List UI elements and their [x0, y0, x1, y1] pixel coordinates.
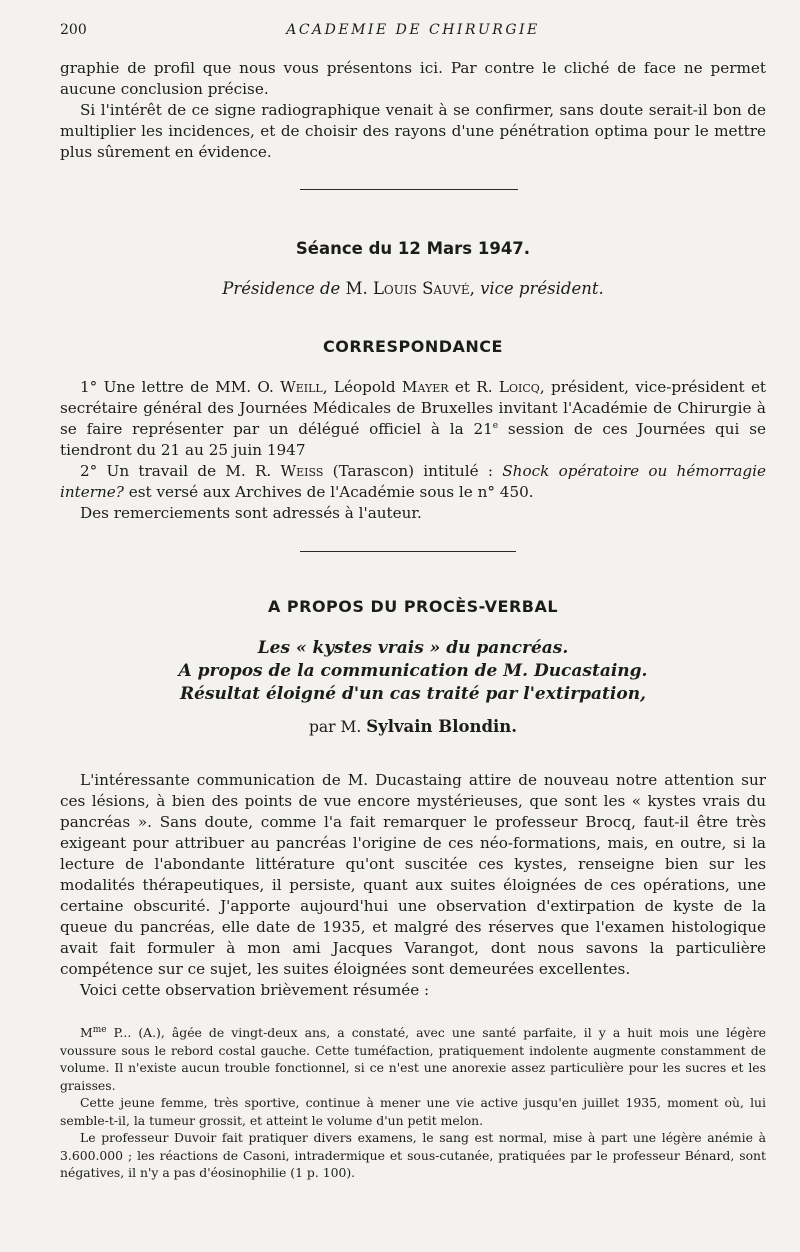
name-weill: Weill — [280, 378, 323, 396]
article-paragraph-2: Voici cette observation brièvement résumée : — [80, 981, 430, 999]
presidence-prefix: Présidence de — [222, 279, 341, 298]
observation-paragraph-1 — [60, 1024, 766, 1094]
author-prefix: par M. — [308, 718, 362, 736]
section-divider-2 — [300, 551, 516, 552]
intro-paragraph-2: Si l'intérêt de ce signe radiographique venait à se confirmer, sans doute serait-il bon de multiplier les incidences, et de choisir des rayons d'une pénétration optima pour le mettre plus sûrement en évidence. — [60, 101, 766, 161]
observation-paragraph-3: Le professeur Duvoir fait pratiquer divers examens, le sang est normal, mise à part une légère anémie à 3.600.000 ; les réactions de Casoni, intradermique et sous-cutanée, pratiquées par le professeur Bénard, sont négatives, il n'y a pas d'éosinophilie (1 p. 100). — [60, 1130, 766, 1180]
section-divider-1 — [300, 189, 518, 190]
work-title: Shock opératoire ou hémorragie interne? — [60, 462, 766, 501]
name-mayer: Mayer — [401, 378, 449, 396]
obs-text-1: P... (A.), âgée de vingt-deux ans, a constaté, avec une santé parfaite, il y a huit mois une légère voussure sous le rebord costal gauche. Cette tuméfaction, pratiquement indolente augmente constamment de volume. Il n'existe aucun trouble fonctionnel, si ce n'est une anorexie assez particulière pour les sucres et les graisses. — [60, 1025, 766, 1093]
seance-title: Séance du 12 Mars 1947. — [295, 239, 531, 258]
item1-superscript: e — [492, 420, 499, 431]
author-name: Sylvain Blondin. — [366, 717, 518, 736]
correspondance-text — [60, 377, 766, 524]
intro-text — [60, 58, 766, 163]
correspondance-item-1 — [60, 377, 766, 461]
correspondance-item-2 — [60, 461, 766, 503]
article-author — [60, 717, 766, 736]
article-paragraph-1: L'intéressante communication de M. Ducastaing attire de nouveau notre attention sur ces lésions, à bien des points de vue encore mystérieuses, que sont les « kystes vrais du pancréas ». Sans doute, comme l'a fait remarquer le professeur Brocq, faut-il être très exigeant pour attribuer au pancréas l'origine de ces néo-formations, mais, en outre, si la lecture de l'abondante littérature qu'ont suscitée ces kystes, renseigne bien sur les modalités thérapeutiques, il persiste, quant aux suites éloignées de ces opérations, une certaine obscurité. J'apporte aujourd'hui une observation d'extirpation de kyste de la queue du pancréas, elle date de 1935, et malgré des réserves que l'examen histologique avait fait formuler à mon ami Jacques Varangot, dont nous savons la particulière compétence sur ce sujet, les suites éloignées sont demeurées excellentes. — [60, 771, 766, 978]
obs-superscript: me — [92, 1024, 107, 1035]
observation-text — [60, 1024, 766, 1182]
item1-text-b: , Léopold — [322, 378, 396, 396]
presidence-m: M. — [345, 279, 368, 298]
presidence-name: Louis Sauvé, — [372, 279, 475, 298]
article-title-line-2: A propos de la communication de M. Ducastaing. — [178, 661, 648, 681]
proces-verbal-heading: A PROPOS DU PROCÈS-VERBAL — [267, 597, 559, 616]
presidence-line — [60, 279, 766, 298]
item2-text-c: est versé aux Archives de l'Académie sous le n° 450. — [128, 483, 534, 501]
page-number: 200 — [60, 22, 87, 38]
article-title-line-1: Les « kystes vrais » du pancréas. — [257, 638, 569, 658]
correspondance-heading: CORRESPONDANCE — [323, 337, 503, 356]
item1-text-a: 1° Une lettre de MM. O. — [80, 378, 274, 396]
name-loicq: Loicq — [498, 378, 540, 396]
item1-text-e: session de ces Journées qui se tiendront du 21 au 25 juin 1947 — [60, 420, 766, 459]
item1-text-c: et R. — [454, 378, 493, 396]
item2-text-b: (Tarascon) intitulé : — [332, 462, 494, 480]
observation-paragraph-2: Cette jeune femme, très sportive, continue à mener une vie active jusqu'en juillet 1935, moment où, lui semble-t-il, la tumeur grossit, et atteint le volume d'un petit melon. — [60, 1095, 766, 1128]
intro-paragraph-1: graphie de profil que nous vous présentons ici. Par contre le cliché de face ne permet aucune conclusion précise. — [60, 59, 766, 98]
page-header — [60, 22, 766, 44]
article-body — [60, 770, 766, 1001]
item2-text-a: 2° Un travail de M. R. — [80, 462, 272, 480]
item1-text-d: , président, vice-président et secrétaire général des Journées Médicales de Bruxelles invitant l'Académie de Chirurgie à se faire représenter par un délégué officiel à la 21 — [60, 378, 767, 438]
obs-title-m: M — [80, 1025, 93, 1040]
article-title-line-3: Résultat éloigné d'un cas traité par l'extirpation, — [180, 684, 646, 704]
correspondance-thanks: Des remerciements sont adressés à l'auteur. — [80, 504, 422, 522]
presidence-suffix: vice président. — [480, 279, 604, 298]
running-title: ACADEMIE DE CHIRURGIE — [286, 22, 540, 38]
article-title — [60, 637, 766, 706]
name-weiss: Weiss — [280, 462, 324, 480]
